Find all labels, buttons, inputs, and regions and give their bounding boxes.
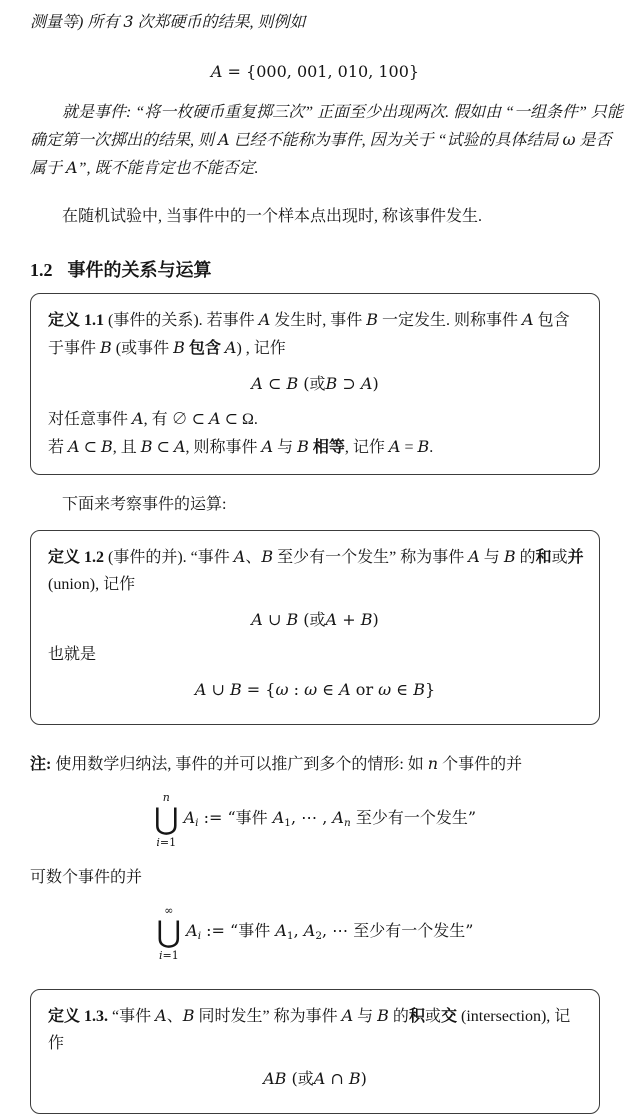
- finite-union-formula: [30, 791, 600, 849]
- operations-intro-paragraph: 下面来考察事件的运算:: [62, 496, 227, 513]
- big-union-symbol: ⋃: [153, 802, 179, 837]
- event-occurrence-paragraph: 在随机试验中, 当事件中的一个样本点出现时, 称该事件发生.: [62, 208, 483, 225]
- union-lower-limit: i=1: [158, 949, 179, 962]
- definition-line: 对任意事件 A, 有 ∅ ⊂ A ⊂ Ω.: [48, 409, 258, 428]
- union-definition-text: Ai := “事件 A1, A2, ⋯ 至少有一个发生”: [186, 920, 474, 942]
- paragraph-line: 就是事件: “将一枚硬币重复掷三次” 正面至少出现两次. 假如由 “一组条件” 只能: [62, 104, 623, 121]
- union-upper-limit: n: [162, 791, 170, 804]
- definition-line: 于事件 B (或事件 B 包含 A) , 记作: [48, 338, 286, 357]
- union-definition-text: Ai := “事件 A1, ⋯ , An 至少有一个发生”: [183, 807, 477, 829]
- paragraph-line: 确定第一次掷出的结果, 则 A 已经不能称为事件, 因为关于 “试验的具体结局 ω 是否: [30, 130, 612, 149]
- note-paragraph: 注: 使用数学归纳法, 事件的并可以推广到多个的情形: 如 n 个事件的并: [30, 754, 523, 773]
- definition-1-2-box: [30, 530, 600, 725]
- intro-text-line: 测量等) 所有 3 次郑硬币的结果, 则例如: [30, 12, 306, 31]
- section-number: 1.2: [30, 260, 53, 280]
- definition-line: 定义 1.3. “事件 A、B 同时发生” 称为事件 A 与 B 的积或交 (intersection), 记: [48, 1006, 571, 1025]
- definition-line: 作: [48, 1035, 65, 1052]
- big-union-symbol: ⋃: [156, 915, 182, 950]
- definition-line: 若 A ⊂ B, 且 B ⊂ A, 则称事件 A 与 B 相等, 记作 A = B.: [48, 437, 434, 456]
- definition-line: 定义 1.1 (事件的关系). 若事件 A 发生时, 事件 B 一定发生. 则称事件 A 包含: [48, 310, 570, 329]
- definition-line: 定义 1.2 (事件的并). “事件 A、B 至少有一个发生” 称为事件 A 与 B 的和或并: [48, 547, 584, 566]
- union-operator-with-limits: [157, 904, 182, 962]
- section-heading: [30, 259, 600, 281]
- union-upper-limit: ∞: [164, 904, 174, 917]
- paragraph-line: 属于 A”, 既不能肯定也不能否定.: [30, 158, 259, 177]
- union-lower-limit: i=1: [156, 836, 177, 849]
- subset-formula: A ⊂ B (或B ⊃ A): [251, 374, 379, 393]
- definition-1-3-box: [30, 989, 600, 1114]
- section-title: 事件的关系与运算: [67, 260, 212, 280]
- countable-union-formula: [30, 904, 600, 962]
- definition-line: 也就是: [48, 646, 97, 663]
- definition-line: (union), 记作: [48, 576, 136, 593]
- sample-event-formula: A = {000, 001, 010, 100}: [210, 62, 420, 81]
- countable-union-paragraph: 可数个事件的并: [30, 869, 143, 886]
- union-notation-formula: A ∪ B (或A + B): [251, 610, 379, 629]
- definition-1-1-box: [30, 293, 600, 475]
- union-set-formula: A ∪ B = {ω : ω ∈ A or ω ∈ B}: [194, 680, 436, 699]
- event-explanation-paragraph: [30, 99, 623, 182]
- intersection-formula: AB (或A ∩ B): [263, 1069, 367, 1088]
- union-operator-with-limits: [154, 791, 179, 849]
